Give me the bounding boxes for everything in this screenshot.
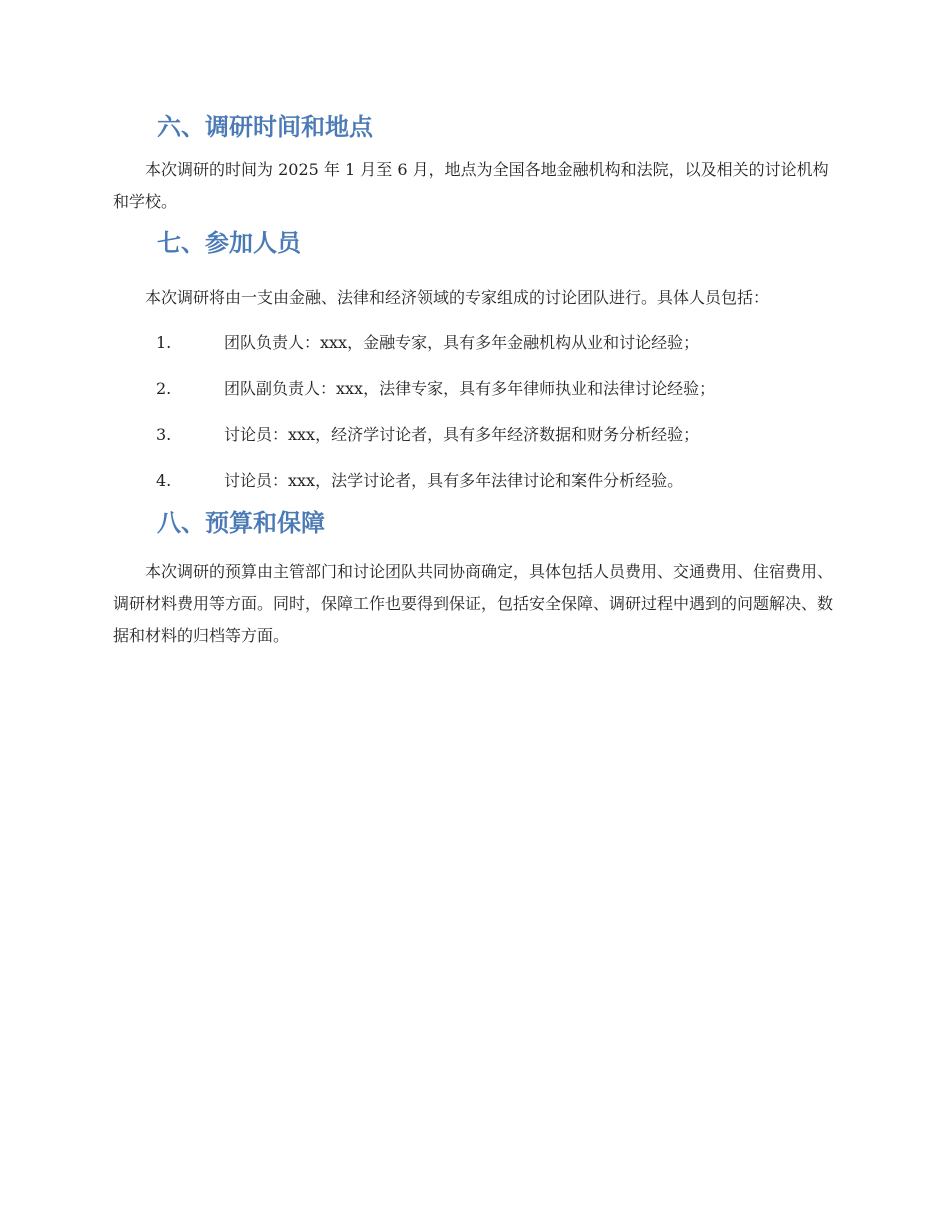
list-item [113, 458, 838, 504]
section-heading-participants: 七、参加人员 [157, 229, 301, 257]
list-item-text: 讨论员：xxx，法学讨论者，具有多年法律讨论和案件分析经验。 [224, 471, 684, 490]
list-item [113, 366, 838, 412]
section-heading-budget: 八、预算和保障 [157, 509, 325, 537]
list-item [113, 412, 838, 458]
list-item-text: 讨论员：xxx，经济学讨论者，具有多年经济数据和财务分析经验； [224, 425, 700, 444]
paragraph-schedule: 本次调研的时间为 2025 年 1 月至 6 月，地点为全国各地金融机构和法院，以及相关的讨论机构和学校。 [113, 160, 829, 211]
participants-list [113, 320, 838, 504]
list-item-text: 团队副负责人：xxx，法律专家，具有多年律师执业和法律讨论经验； [224, 379, 716, 398]
paragraph-budget: 本次调研的预算由主管部门和讨论团队共同协商确定，具体包括人员费用、交通费用、住宿费用、调研材料费用等方面。同时，保障工作也要得到保证，包括安全保障、调研过程中遇到的问题解决、数据和材料的归档等方面。 [113, 562, 834, 645]
list-item-number: 4. [156, 471, 172, 490]
list-item [113, 320, 838, 366]
document-body [113, 108, 838, 652]
list-item-number: 2. [156, 379, 172, 398]
paragraph-participants: 本次调研将由一支由金融、法律和经济领域的专家组成的讨论团队进行。具体人员包括： [145, 288, 770, 307]
list-item-number: 1. [156, 333, 172, 352]
list-item-number: 3. [156, 425, 172, 444]
list-item-text: 团队负责人：xxx，金融专家，具有多年金融机构从业和讨论经验； [224, 333, 700, 352]
section-heading-schedule: 六、调研时间和地点 [157, 113, 373, 141]
